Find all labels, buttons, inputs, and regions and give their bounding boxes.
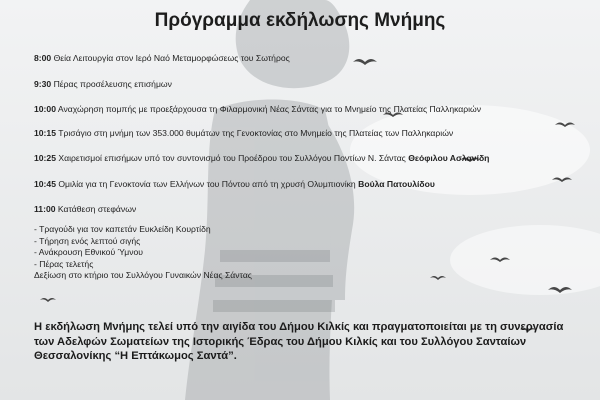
schedule-person: Βούλα Πατουλίδου <box>358 179 435 189</box>
schedule-item <box>34 153 489 163</box>
schedule-text: Τρισάγιο στη μνήμη των 353.000 θυμάτων της Γενοκτονίας στο Μνημείο της Πλατείας των Παλληκαριών <box>58 128 454 138</box>
schedule-item <box>34 179 435 189</box>
list-item: - Τραγούδι για τον καπετάν Ευκλείδη Κουρτίδη <box>34 224 211 234</box>
schedule-time: 8:00 <box>34 53 52 63</box>
schedule-time: 10:45 <box>34 179 56 189</box>
list-item: - Ανάκρουση Εθνικού Ύμνου <box>34 247 143 258</box>
schedule-text: Ομιλία για τη Γενοκτονία των Ελλήνων του Πόντου από τη χρυσή Ολυμπιονίκη <box>58 179 359 189</box>
ceremony-subitems <box>34 224 252 282</box>
page-title: Πρόγραμμα εκδήλωσης Μνήμης <box>154 10 446 31</box>
list-item: - Τήρηση ενός λεπτού σιγής <box>34 235 141 246</box>
schedule-person: Θεόφιλου Ασλανίδη <box>408 153 490 163</box>
schedule-text: Χαιρετισμοί επισήμων υπό τον συντονισμό του Προέδρου του Συλλόγου Ποντίων Ν. Σάντας <box>58 153 409 163</box>
schedule-item <box>34 79 172 89</box>
schedule-item <box>34 204 136 214</box>
schedule-text: Αναχώρηση πομπής με προεξάρχουσα τη Φιλαρμονική Νέας Σάντας για το Μνημείο της Πλατείας Παλληκαριών <box>57 104 482 114</box>
list-item: Δεξίωση στο κτήριο του Συλλόγου Γυναικών Νέας Σάντας <box>34 270 252 281</box>
schedule-time: 10:00 <box>34 104 56 114</box>
footer-note: Η εκδήλωση Μνήμης τελεί υπό την αιγίδα του Δήμου Κιλκίς και πραγματοποιείται με τη συνεργασία των Αδελφών Σωματείων της Ιστορικής Έδρας του Δήμου Κιλκίς και του Συλλόγου Σανταίων Θεσσαλονίκης “Η Επτάκωμος Σαντά”. <box>34 321 564 363</box>
schedule-text: Πέρας προσέλευσης επισήμων <box>53 79 172 89</box>
schedule-item <box>34 128 453 138</box>
schedule-time: 11:00 <box>34 204 56 214</box>
schedule-time: 10:25 <box>34 153 56 163</box>
list-item: - Πέρας τελετής <box>34 258 94 269</box>
schedule-time: 9:30 <box>34 79 52 89</box>
schedule-time: 10:15 <box>34 128 56 138</box>
schedule-text: Κατάθεση στεφάνων <box>57 204 137 214</box>
schedule-item <box>34 53 290 63</box>
schedule-text: Θεία Λειτουργία στον Ιερό Ναό Μεταμορφώσεως του Σωτήρος <box>53 53 290 63</box>
schedule-item <box>34 104 481 114</box>
